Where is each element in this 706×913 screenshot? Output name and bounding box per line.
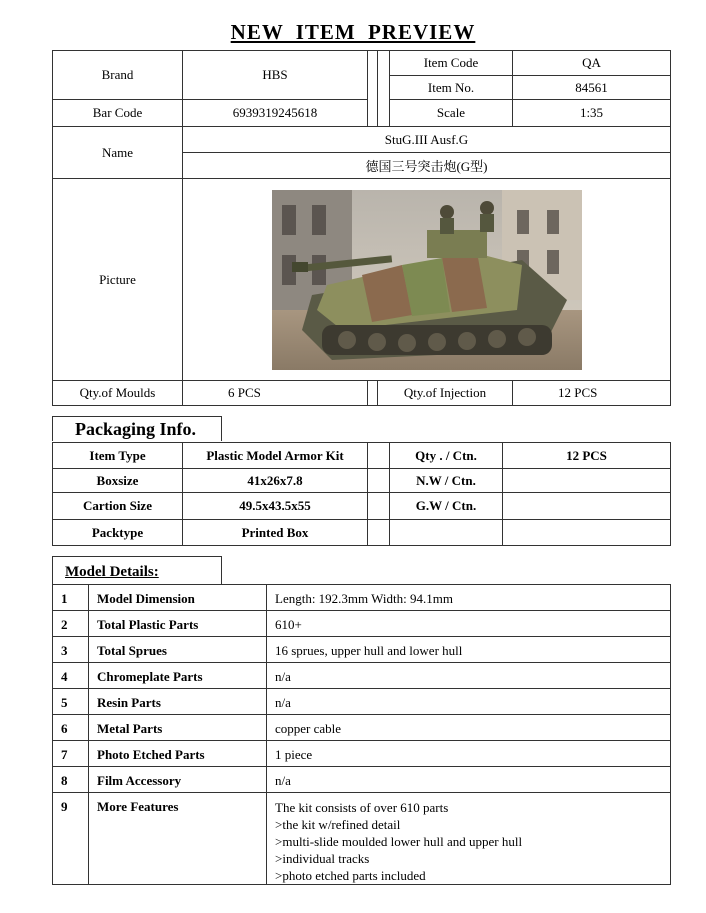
row-value: n/a: [267, 689, 671, 715]
injection-value: 12 PCS: [513, 381, 671, 406]
table-row: [53, 689, 671, 715]
nw-value: [503, 469, 671, 493]
row-number: 9: [53, 793, 89, 885]
table-row: [53, 663, 671, 689]
row-label: Metal Parts: [89, 715, 267, 741]
packaging-table: [52, 442, 671, 546]
tank-picture: [272, 190, 582, 370]
model-details-heading: Model Details:: [52, 556, 222, 584]
item-code-value: QA: [513, 51, 671, 76]
model-details-table: [52, 584, 671, 885]
row-label: More Features: [89, 793, 267, 885]
injection-label: Qty.of Injection: [378, 381, 513, 406]
item-no-value: 84561: [513, 76, 671, 100]
carton-value: 49.5x43.5x55: [183, 493, 368, 520]
row-label: Film Accessory: [89, 767, 267, 793]
feature-line: >individual tracks: [275, 851, 370, 866]
table-row: [53, 585, 671, 611]
table-row: [53, 637, 671, 663]
row-value: 1 piece: [267, 741, 671, 767]
barcode-value: 6939319245618: [183, 100, 368, 127]
row-value: n/a: [267, 767, 671, 793]
row-label: Photo Etched Parts: [89, 741, 267, 767]
page-title: NEW ITEM PREVIEW: [230, 20, 476, 44]
packaging-heading: Packaging Info.: [52, 416, 222, 441]
row-number: 3: [53, 637, 89, 663]
boxsize-value: 41x26x7.8: [183, 469, 368, 493]
row-number: 5: [53, 689, 89, 715]
moulds-label: Qty.of Moulds: [53, 381, 183, 406]
table-row: [53, 767, 671, 793]
scale-value: 1:35: [513, 100, 671, 127]
row-value: 610+: [267, 611, 671, 637]
moulds-value: 6 PCS: [183, 381, 368, 406]
item-type-value: Plastic Model Armor Kit: [183, 443, 368, 469]
brand-label: Brand: [53, 51, 183, 100]
packtype-label: Packtype: [53, 520, 183, 546]
row-number: 1: [53, 585, 89, 611]
feature-line: >photo etched parts included: [275, 868, 426, 883]
row-value: Length: 192.3mm Width: 94.1mm: [267, 585, 671, 611]
row-label: Total Sprues: [89, 637, 267, 663]
table-row: [53, 741, 671, 767]
name-label: Name: [53, 127, 183, 179]
feature-line: >the kit w/refined detail: [275, 817, 401, 832]
feature-line: >multi-slide moulded lower hull and upper hull: [275, 834, 523, 849]
features-list: [267, 793, 671, 885]
row-number: 4: [53, 663, 89, 689]
feature-line: The kit consists of over 610 parts: [275, 800, 449, 815]
table-row: [53, 793, 671, 885]
boxsize-label: Boxsize: [53, 469, 183, 493]
item-type-label: Item Type: [53, 443, 183, 469]
row-label: Total Plastic Parts: [89, 611, 267, 637]
barcode-label: Bar Code: [53, 100, 183, 127]
row-number: 8: [53, 767, 89, 793]
row-label: Chromeplate Parts: [89, 663, 267, 689]
name-chinese: 德国三号突击炮(G型): [183, 153, 671, 179]
brand-value: HBS: [183, 51, 368, 100]
row-number: 2: [53, 611, 89, 637]
table-row: [53, 611, 671, 637]
packtype-value: Printed Box: [183, 520, 368, 546]
picture-label: Picture: [53, 179, 183, 381]
item-code-label: Item Code: [390, 51, 513, 76]
name-english: StuG.III Ausf.G: [183, 127, 671, 153]
qty-ctn-label: Qty . / Ctn.: [390, 443, 503, 469]
row-value: copper cable: [267, 715, 671, 741]
row-label: Model Dimension: [89, 585, 267, 611]
row-value: n/a: [267, 663, 671, 689]
scale-label: Scale: [390, 100, 513, 127]
row-value: 16 sprues, upper hull and lower hull: [267, 637, 671, 663]
item-info-table: [52, 50, 671, 406]
row-number: 7: [53, 741, 89, 767]
row-label: Resin Parts: [89, 689, 267, 715]
gw-value: [503, 493, 671, 520]
qty-ctn-value: 12 PCS: [503, 443, 671, 469]
table-row: [53, 715, 671, 741]
item-no-label: Item No.: [390, 76, 513, 100]
carton-label: Cartion Size: [53, 493, 183, 520]
gw-label: G.W / Ctn.: [390, 493, 503, 520]
picture-cell: [183, 179, 671, 381]
nw-label: N.W / Ctn.: [390, 469, 503, 493]
row-number: 6: [53, 715, 89, 741]
